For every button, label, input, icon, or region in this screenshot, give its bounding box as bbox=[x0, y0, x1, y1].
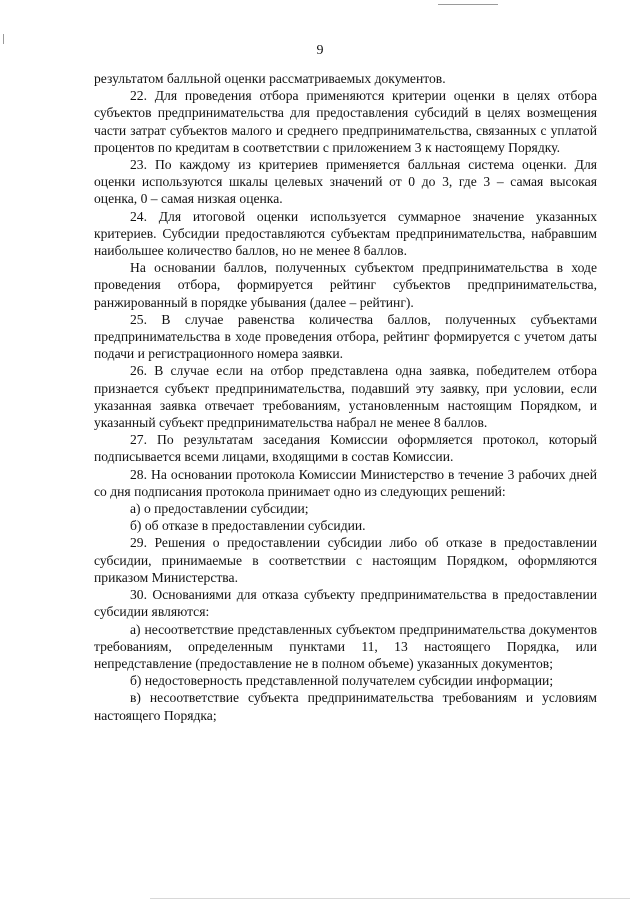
scan-artifact-bottom bbox=[150, 898, 630, 899]
paragraph-28-a: а) о предоставлении субсидии; bbox=[130, 501, 309, 517]
paragraph-22: 22. Для проведения отбора применяются критерии оценки в целях отбора субъектов предпринимательства для предоставления субсидий в целях возмещения части затрат субъектов малого и среднего предпринимательства, связанных с уплатой процентов по кредитам в соответствии с приложением 3 к настоящему Порядку. bbox=[94, 88, 597, 155]
paragraph-30-a: а) несоответствие представленных субъектом предпринимательства документов требованиям, определенным пунктами 11, 13 настоящего Порядка, или непредставление (предоставление не в полном объеме) указанных документов; bbox=[94, 621, 597, 671]
paragraph-25: 25. В случае равенства количества баллов, полученных субъектами предпринимательства в ходе проведения отбора, рейтинг формируется с учетом даты подачи и регистрационного номера заявки. bbox=[94, 311, 597, 362]
document-body bbox=[94, 70, 597, 724]
scan-artifact-top bbox=[438, 4, 498, 5]
paragraph-24: 24. Для итоговой оценки используется суммарное значение указанных критериев. Субсидии предоставляются субъектам предпринимательства, набравшим наибольшее количество баллов, но не менее 8 баллов. bbox=[94, 208, 597, 259]
paragraph-28-b: б) об отказе в предоставлении субсидии. bbox=[130, 518, 366, 534]
paragraph-30: 30. Основаниями для отказа субъекту предпринимательства в предоставлении субсидии являются: bbox=[94, 587, 597, 620]
paragraph-29: 29. Решения о предоставлении субсидии либо об отказе в предоставлении субсидии, принимаемые в соответствии с настоящим Порядком, оформляются приказом Министерства. bbox=[94, 535, 597, 585]
paragraph-24-rating: На основании баллов, полученных субъектом предпринимательства в ходе проведения отбора, формируется рейтинг субъектов предпринимательства, ранжированный в порядке убывания (далее – рейтинг). bbox=[94, 260, 597, 310]
paragraph-26: 26. В случае если на отбор представлена одна заявка, победителем отбора признается субъект предпринимательства, подавший эту заявку, при условии, если указанная заявка отвечает требованиям, установленным настоящим Порядком, и указанный субъект предпринимательства набрал не менее 8 баллов. bbox=[94, 363, 597, 431]
page-number: 9 bbox=[316, 43, 324, 58]
paragraph-27: 27. По результатам заседания Комиссии оформляется протокол, который подписывается всеми лицами, входящими в состав Комиссии. bbox=[94, 432, 597, 465]
paragraph-23: 23. По каждому из критериев применяется балльная система оценки. Для оценки используются шкалы целевых значений от 0 до 3, где 3 – самая высокая оценка, 0 – самая низкая оценка. bbox=[94, 157, 597, 207]
paragraph-28: 28. На основании протокола Комиссии Министерство в течение 3 рабочих дней со дня подписания протокола принимает одно из следующих решений: bbox=[94, 466, 597, 499]
paragraph-30-b: б) недостоверность представленной получателем субсидии информации; bbox=[130, 673, 554, 689]
paragraph-30-c: в) несоответствие субъекта предпринимательства требованиям и условиям настоящего Порядка; bbox=[94, 690, 597, 723]
paragraph-continuation: результатом балльной оценки рассматриваемых документов. bbox=[94, 71, 446, 86]
